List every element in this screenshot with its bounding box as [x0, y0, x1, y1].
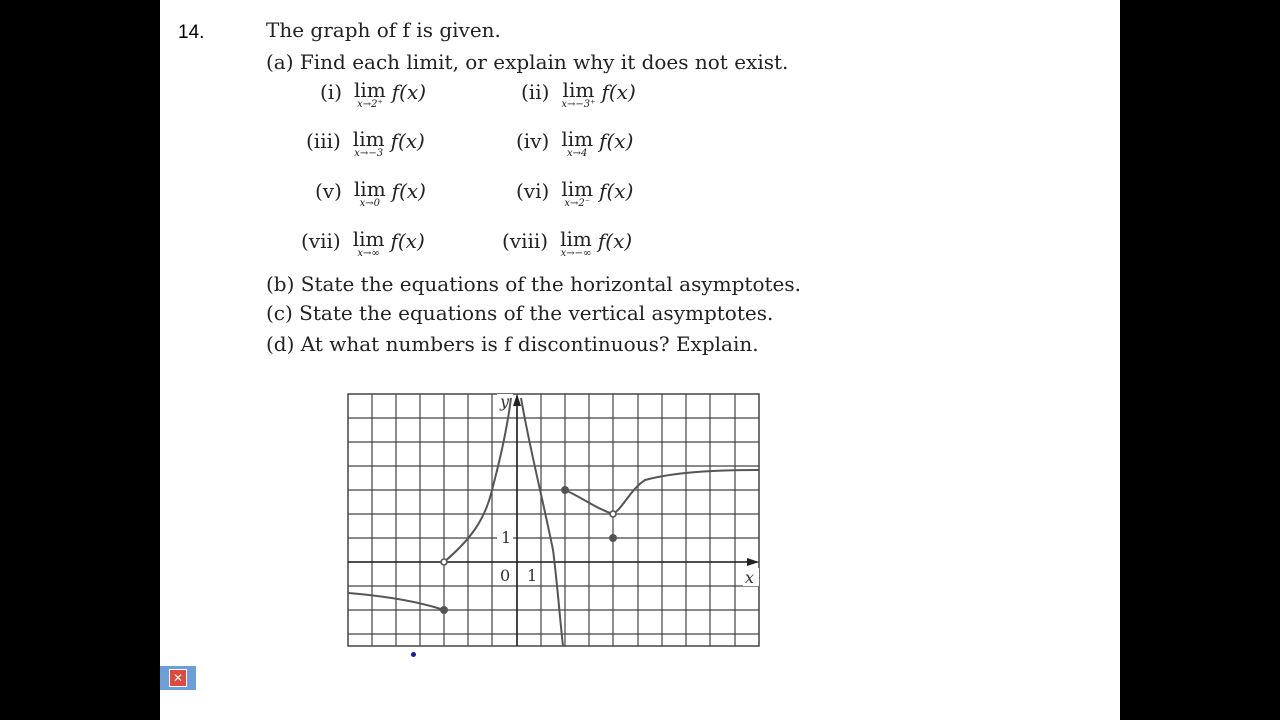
x-axis-label: x: [745, 568, 755, 587]
limit-subscript: x→2⁻: [564, 198, 591, 209]
lim-word: lim: [352, 227, 385, 251]
lim-word: lim: [353, 177, 386, 201]
function-curves: [348, 398, 759, 646]
limit-expr: f(x): [391, 179, 426, 203]
part-c-text: (c) State the equations of the vertical asymptotes.: [266, 301, 774, 325]
limit-vii: [301, 229, 425, 259]
function-graph: [345, 390, 765, 652]
limit-vi: [516, 179, 633, 209]
x-axis-arrow: [747, 558, 759, 566]
close-button[interactable]: [160, 666, 196, 690]
closed-point: [562, 487, 568, 493]
problem-intro: The graph of f is given.: [266, 18, 501, 42]
document-page: [160, 0, 1120, 720]
lim-word: lim: [561, 127, 594, 151]
limit-expr: f(x): [597, 229, 633, 253]
limit-expr: f(x): [391, 80, 427, 104]
origin-label: 0: [500, 566, 511, 585]
lim-word: lim: [561, 177, 594, 201]
lim-word: lim: [562, 78, 595, 102]
limit-expr: f(x): [599, 129, 634, 153]
limit-label: (vii): [301, 229, 341, 253]
limit-label: (vi): [516, 179, 550, 203]
limit-subscript: x→−∞: [560, 248, 592, 259]
limit-subscript: x→0: [359, 198, 380, 209]
limit-label: (viii): [502, 229, 549, 253]
limit-subscript: x→4: [567, 148, 588, 159]
limit-label: (iii): [306, 129, 341, 153]
open-point: [441, 559, 447, 565]
limit-subscript: x→−3: [354, 148, 384, 159]
axes: [348, 396, 757, 646]
limit-v: [315, 179, 426, 209]
open-point: [610, 511, 616, 517]
limit-expr: f(x): [390, 129, 425, 153]
lim-word: lim: [354, 78, 386, 102]
limit-label: (i): [320, 80, 343, 104]
x-tick-label: 1: [527, 566, 538, 585]
y-tick-label: 1: [501, 528, 512, 547]
closed-point: [441, 607, 447, 613]
y-axis-arrow: [513, 394, 521, 406]
closed-point: [610, 535, 616, 541]
limit-label: (iv): [516, 129, 550, 153]
grid: [348, 394, 759, 646]
limit-i: [320, 80, 426, 110]
limit-expr: f(x): [601, 80, 636, 104]
y-axis-label: y: [500, 392, 510, 411]
part-b-text: (b) State the equations of the horizontal asymptotes.: [266, 272, 801, 296]
limit-viii: [502, 229, 632, 259]
limit-subscript: x→2⁺: [357, 99, 383, 110]
middle-right-branch: [521, 398, 563, 646]
lim-word: lim: [352, 127, 385, 151]
close-icon[interactable]: ✕: [169, 669, 187, 687]
part-d-text: (d) At what numbers is f discontinuous? Explain.: [266, 332, 759, 356]
limit-expr: f(x): [599, 179, 634, 203]
limit-iv: [516, 129, 633, 159]
part-a-text: (a) Find each limit, or explain why it does not exist.: [266, 50, 789, 74]
limit-label: (ii): [521, 80, 550, 104]
limit-subscript: x→−3⁺: [561, 99, 596, 110]
cursor-dot: [411, 652, 416, 657]
limit-iii: [306, 129, 425, 159]
problem-number: 14.: [178, 22, 205, 43]
limit-subscript: x→∞: [357, 248, 380, 259]
graph-points: [441, 487, 616, 613]
limit-label: (v): [315, 179, 342, 203]
limit-ii: [521, 80, 636, 110]
lim-word: lim: [560, 227, 592, 251]
limit-expr: f(x): [390, 229, 425, 253]
